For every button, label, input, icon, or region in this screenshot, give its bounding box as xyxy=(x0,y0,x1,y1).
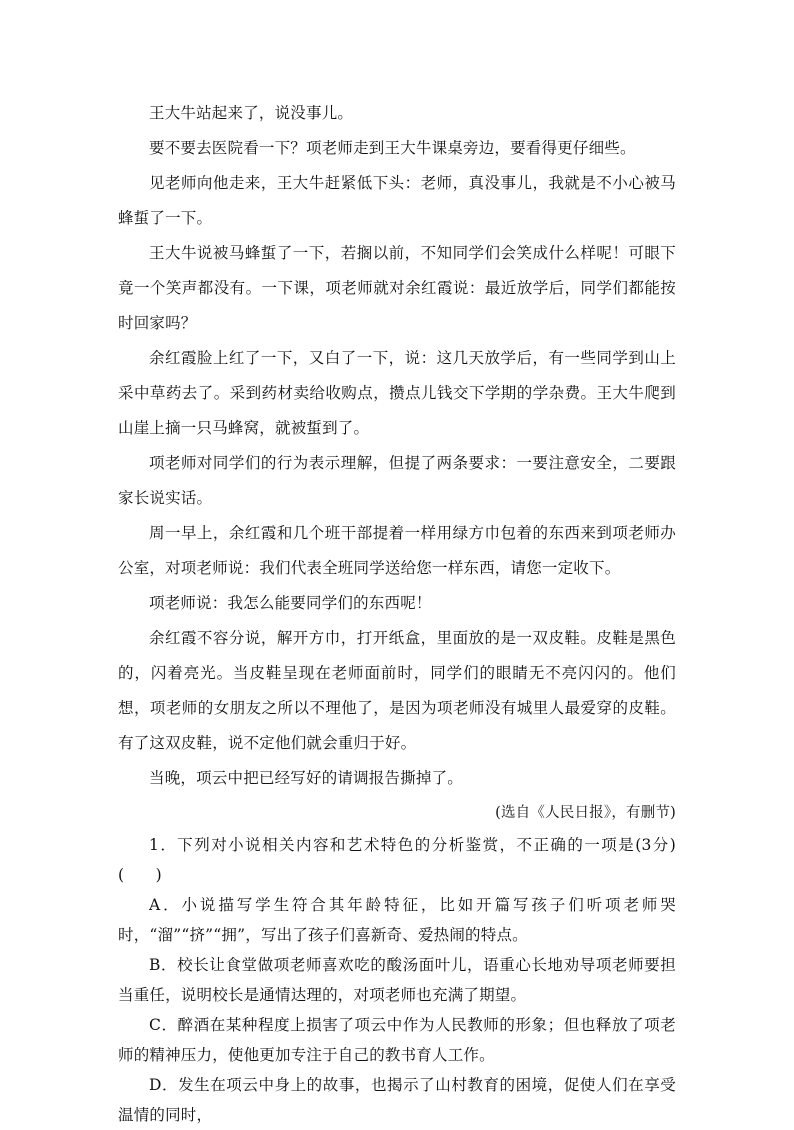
story-paragraph: 项老师对同学们的行为表示理解，但提了两条要求：一要注意安全，二要跟家长说实话。 xyxy=(118,454,676,507)
story-text xyxy=(118,96,676,830)
story-paragraph: 余红霞不容分说，解开方巾，打开纸盒，里面放的是一双皮鞋。皮鞋是黑色的，闪着亮光。当皮鞋呈现在老师面前时，同学们的眼睛无不亮闪闪的。他们想，项老师的女朋友之所以不理他了，是因为项老师没有城里人最爱穿的皮鞋。有了这双皮鞋，说不定他们就会重归于好。 xyxy=(118,629,676,752)
story-paragraph: 周一早上，余红霞和几个班干部提着一样用绿方巾包着的东西来到项老师办公室，对项老师说：我们代表全班同学送给您一样东西，请您一定收下。 xyxy=(118,524,676,577)
story-paragraph: 见老师向他走来，王大牛赶紧低下头：老师，真没事儿，我就是不小心被马蜂蜇了一下。 xyxy=(118,174,676,227)
option-a: A．小说描写学生符合其年龄特征，比如开篇写孩子们听项老师哭时，“溜”“挤”“拥”，写出了孩子们喜新奇、爱热闹的特点。 xyxy=(118,896,676,944)
option-b: B．校长让食堂做项老师喜欢吃的酸汤面叶儿，语重心长地劝导项老师要担当重任，说明校长是通情达理的，对项老师也充满了期望。 xyxy=(118,956,676,1004)
story-paragraph: 当晚，项云中把已经写好的请调报告撕掉了。 xyxy=(149,769,464,787)
story-paragraph: 王大牛站起来了，说没事儿。 xyxy=(149,104,354,122)
story-paragraph: 王大牛说被马蜂蜇了一下，若搁以前，不知同学们会笑成什么样呢！可眼下竟一个笑声都没有。一下课，项老师就对余红霞说：最近放学后，同学们都能按时回家吗？ xyxy=(118,244,676,332)
story-paragraph: 要不要去医院看一下？项老师走到王大牛课桌旁边，要看得更仔细些。 xyxy=(149,139,636,157)
source-citation: (选自《人民日报》，有删节) xyxy=(495,805,676,821)
story-paragraph: 余红霞脸上红了一下，又白了一下，说：这几天放学后，有一些同学到山上采中草药去了。采到药材卖给收购点，攒点儿钱交下学期的学杂费。王大牛爬到山崖上摘一只马蜂窝，就被蜇到了。 xyxy=(118,349,676,437)
document-body xyxy=(118,96,676,1130)
option-d: D．发生在项云中身上的故事，也揭示了山村教育的困境，促使人们在享受温情的同时， xyxy=(118,1076,676,1124)
question-block xyxy=(118,830,676,1130)
question-stem: 1．下列对小说相关内容和艺术特色的分析鉴赏，不正确的一项是(3分)( ) xyxy=(118,836,676,884)
option-c: C．醉酒在某种程度上损害了项云中作为人民教师的形象；但也释放了项老师的精神压力，使他更加专注于自己的教书育人工作。 xyxy=(118,1016,676,1064)
story-paragraph: 项老师说：我怎么能要同学们的东西呢！ xyxy=(149,594,432,612)
